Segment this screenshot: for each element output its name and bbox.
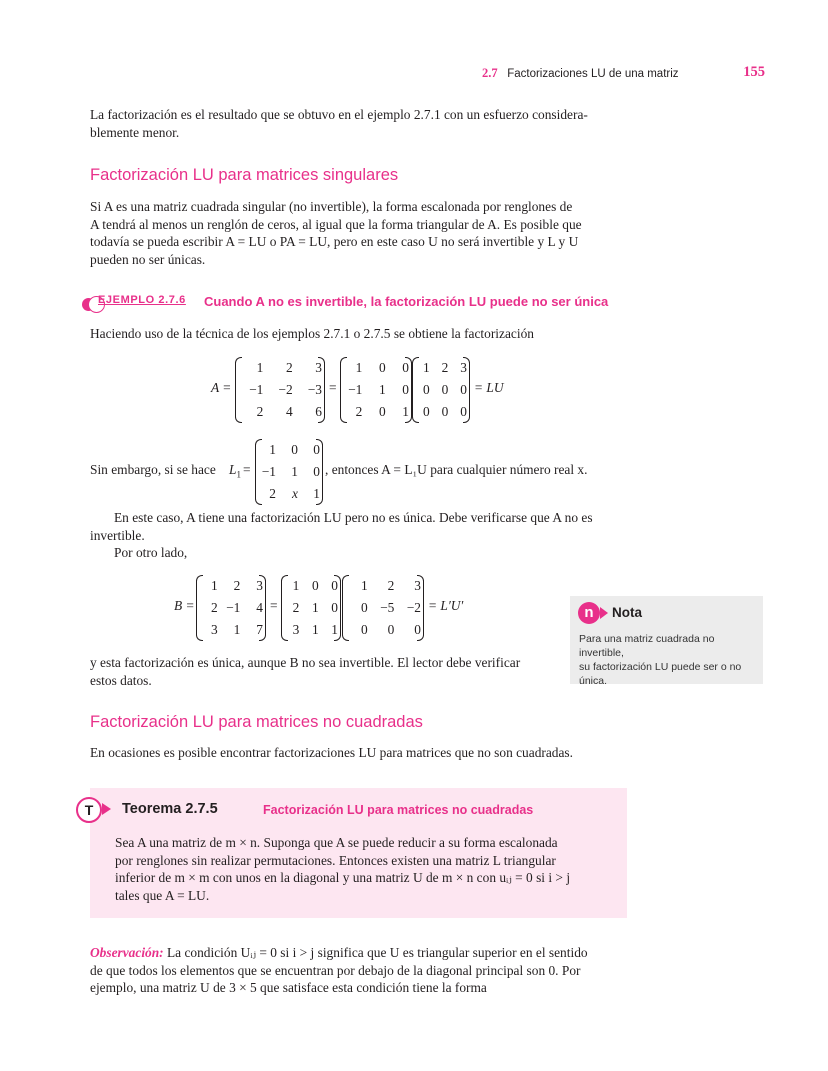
example-title: Cuando A no es invertible, la factorización LU puede no ser única: [204, 294, 609, 309]
matrix-cell: 0: [460, 382, 467, 397]
section-title: Factorizaciones LU de una matriz: [507, 68, 679, 80]
matrix-cell: −2: [278, 382, 293, 397]
note-box: [570, 596, 763, 687]
matrix-cell: 2: [256, 404, 264, 419]
equation-rhs: = L′U′: [428, 598, 464, 613]
example-label: EJEMPLO 2.7.6: [98, 294, 186, 306]
example-paragraph: [90, 509, 635, 562]
matrix-cell: 2: [285, 360, 293, 375]
equals-sign: =: [329, 380, 337, 395]
matrix-cell: 2: [269, 486, 276, 501]
matrix-cell: 3: [292, 622, 300, 637]
text-line: La factorización es el resultado que se obtuvo en el ejemplo 2.7.1 con un esfuerzo considera-: [90, 107, 588, 122]
matrix-cell: 0: [291, 442, 298, 457]
text-line: La condición Uᵢⱼ = 0 si i > j significa que U es triangular superior en el sentido: [167, 945, 588, 960]
running-header: [482, 66, 767, 81]
matrix-cell: 3: [460, 360, 467, 375]
l1-pretext: Sin embargo, si se hace: [90, 462, 216, 477]
text-line: única.: [579, 675, 608, 687]
text-line: A tendrá al menos un renglón de ceros, al igual que la forma triangular de A. Es posible que: [90, 216, 582, 232]
text-line: Para una matriz cuadrada no invertible,: [579, 633, 715, 659]
theorem-title: Factorización LU para matrices no cuadradas: [263, 803, 534, 817]
matrix-U: [413, 357, 469, 423]
note-icon: n: [578, 602, 600, 624]
matrix-cell: 1: [311, 600, 319, 615]
matrix-cell: 0: [378, 360, 386, 375]
text-line: Si A es una matriz cuadrada singular (no invertible), la forma escalonada por renglones de: [90, 199, 573, 214]
note-body: [579, 632, 761, 688]
matrix-cell: 3: [315, 360, 322, 375]
text-line: inferior de m × m con unos en la diagonal y una matriz U de m × n con uᵢⱼ = 0 si i > j: [115, 870, 571, 885]
l1-subscript: 1: [236, 469, 241, 480]
example-closing: [90, 654, 560, 689]
matrix-cell: 4: [256, 600, 263, 615]
matrix-cell: 1: [313, 486, 320, 501]
matrix-cell: 0: [422, 404, 430, 419]
text-line: En este caso, A tiene una factorización LU pero no es única. Debe verificarse que A no es: [114, 510, 593, 525]
matrix-L1: [256, 439, 322, 505]
matrix-cell: 2: [387, 578, 395, 593]
text-line: estos datos.: [90, 672, 152, 688]
matrix-cell: 0: [460, 404, 467, 419]
matrix-cell: 0: [311, 578, 319, 593]
matrix-cell: 1: [355, 360, 363, 375]
text-line: ejemplo, una matriz U de 3 × 5 que satisface esta condición tiene la forma: [90, 980, 487, 995]
matrix-cell: 0: [441, 404, 449, 419]
l1-symbol: [229, 462, 241, 480]
matrix-cell: 0: [422, 382, 430, 397]
matrix-cell: 3: [414, 578, 421, 593]
matrix-cell: 4: [285, 404, 293, 419]
text-line: blemente menor.: [90, 124, 180, 140]
singular-paragraph: [90, 198, 635, 268]
matrix-cell: 0: [402, 360, 409, 375]
l1-name: L: [229, 462, 237, 477]
matrix-cell: 2: [210, 600, 218, 615]
text-line: Sea A una matriz de m × n. Suponga que A se puede reducir a su forma escalonada: [115, 835, 558, 850]
matrix-cell: 0: [360, 622, 368, 637]
text-line: todavía se pueda escribir A = LU o PA = LU, pero en este caso U no será invertible y L y U: [90, 234, 579, 249]
matrix-cell: 0: [441, 382, 449, 397]
matrix-A: [236, 357, 324, 423]
matrix-cell: 2: [233, 578, 241, 593]
theorem-label: Teorema 2.7.5: [122, 801, 218, 817]
text-line: por renglones sin realizar permutaciones. Entonces existen una matriz L triangular: [115, 852, 556, 868]
theorem-body: [115, 834, 615, 904]
text-line: Por otro lado,: [114, 545, 188, 560]
observation-paragraph: [90, 944, 635, 997]
equals-sign: =: [270, 598, 278, 613]
section-number: 2.7: [482, 66, 498, 80]
matrix-B: [197, 575, 265, 641]
matrix-cell: 1: [422, 360, 430, 375]
matrix-cell: −5: [380, 600, 395, 615]
matrix-cell: 0: [378, 404, 386, 419]
matrix-cell: x: [292, 486, 298, 501]
theorem-arrow-icon: [102, 803, 111, 815]
matrix-cell: 1: [291, 464, 298, 479]
matrix-cell: 1: [269, 442, 276, 457]
matrix-cell: 1: [402, 404, 409, 419]
matrix-cell: 1: [292, 578, 300, 593]
matrix-cell: 0: [331, 600, 338, 615]
intro-paragraph: [90, 106, 635, 141]
matrix-cell: 1: [256, 360, 264, 375]
matrix-cell: 0: [313, 442, 320, 457]
section-heading-singular: Factorización LU para matrices singulares: [90, 166, 399, 184]
matrix-cell: 0: [360, 600, 368, 615]
matrix-cell: 3: [210, 622, 218, 637]
matrix-cell: −1: [261, 464, 276, 479]
matrix-cell: 1: [331, 622, 338, 637]
text-line: invertible.: [90, 527, 145, 543]
equation-A: [0, 360, 828, 435]
l1-posttext: , entonces A = L₁U para cualquier número real x.: [325, 462, 588, 477]
matrix-cell: 2: [292, 600, 300, 615]
l1-equals: =: [243, 462, 251, 477]
matrix-cell: 3: [256, 578, 263, 593]
example-intro: Haciendo uso de la técnica de los ejemplos 2.7.1 o 2.7.5 se obtiene la factorización: [90, 326, 534, 341]
matrix-cell: 0: [387, 622, 395, 637]
matrix-cell: 2: [441, 360, 449, 375]
text-line: su factorización LU puede ser o no: [579, 661, 742, 673]
matrix-cell: 1: [311, 622, 319, 637]
matrix-cell: 2: [355, 404, 363, 419]
matrix-cell: −3: [307, 382, 322, 397]
matrix-L-prime: [282, 575, 340, 641]
matrix-cell: 0: [414, 622, 421, 637]
section-heading-nonsquare: Factorización LU para matrices no cuadradas: [90, 713, 423, 731]
note-title: Nota: [612, 605, 642, 620]
text-line: tales que A = LU.: [115, 887, 210, 903]
matrix-cell: 1: [210, 578, 218, 593]
equation-lhs: A =: [211, 380, 232, 395]
matrix-cell: 0: [331, 578, 338, 593]
matrix-cell: 1: [378, 382, 386, 397]
matrix-L: [341, 357, 411, 423]
equation-lhs: B =: [174, 598, 195, 613]
matrix-cell: 6: [315, 404, 322, 419]
matrix-cell: 1: [360, 578, 368, 593]
matrix-cell: −1: [226, 600, 241, 615]
matrix-cell: 7: [256, 622, 263, 637]
text-line: de que todos los elementos que se encuentran por debajo de la diagonal principal son 0. Por: [90, 962, 581, 978]
text-line: pueden no ser únicas.: [90, 251, 206, 267]
page-number: 155: [743, 64, 765, 80]
observation-label: Observación:: [90, 945, 164, 960]
theorem-icon: T: [76, 797, 102, 823]
text-line: y esta factorización es única, aunque B no sea invertible. El lector debe verificar: [90, 655, 521, 670]
note-arrow-icon: [600, 607, 608, 619]
matrix-cell: 1: [233, 622, 241, 637]
matrix-cell: 0: [313, 464, 320, 479]
matrix-cell: −2: [406, 600, 421, 615]
equation-rhs: = LU: [474, 380, 504, 395]
matrix-cell: −1: [348, 382, 363, 397]
matrix-cell: −1: [249, 382, 264, 397]
matrix-U-prime: [343, 575, 423, 641]
nonsquare-paragraph: En ocasiones es posible encontrar factorizaciones LU para matrices que no son cuadradas.: [90, 745, 573, 760]
matrix-cell: 0: [402, 382, 409, 397]
